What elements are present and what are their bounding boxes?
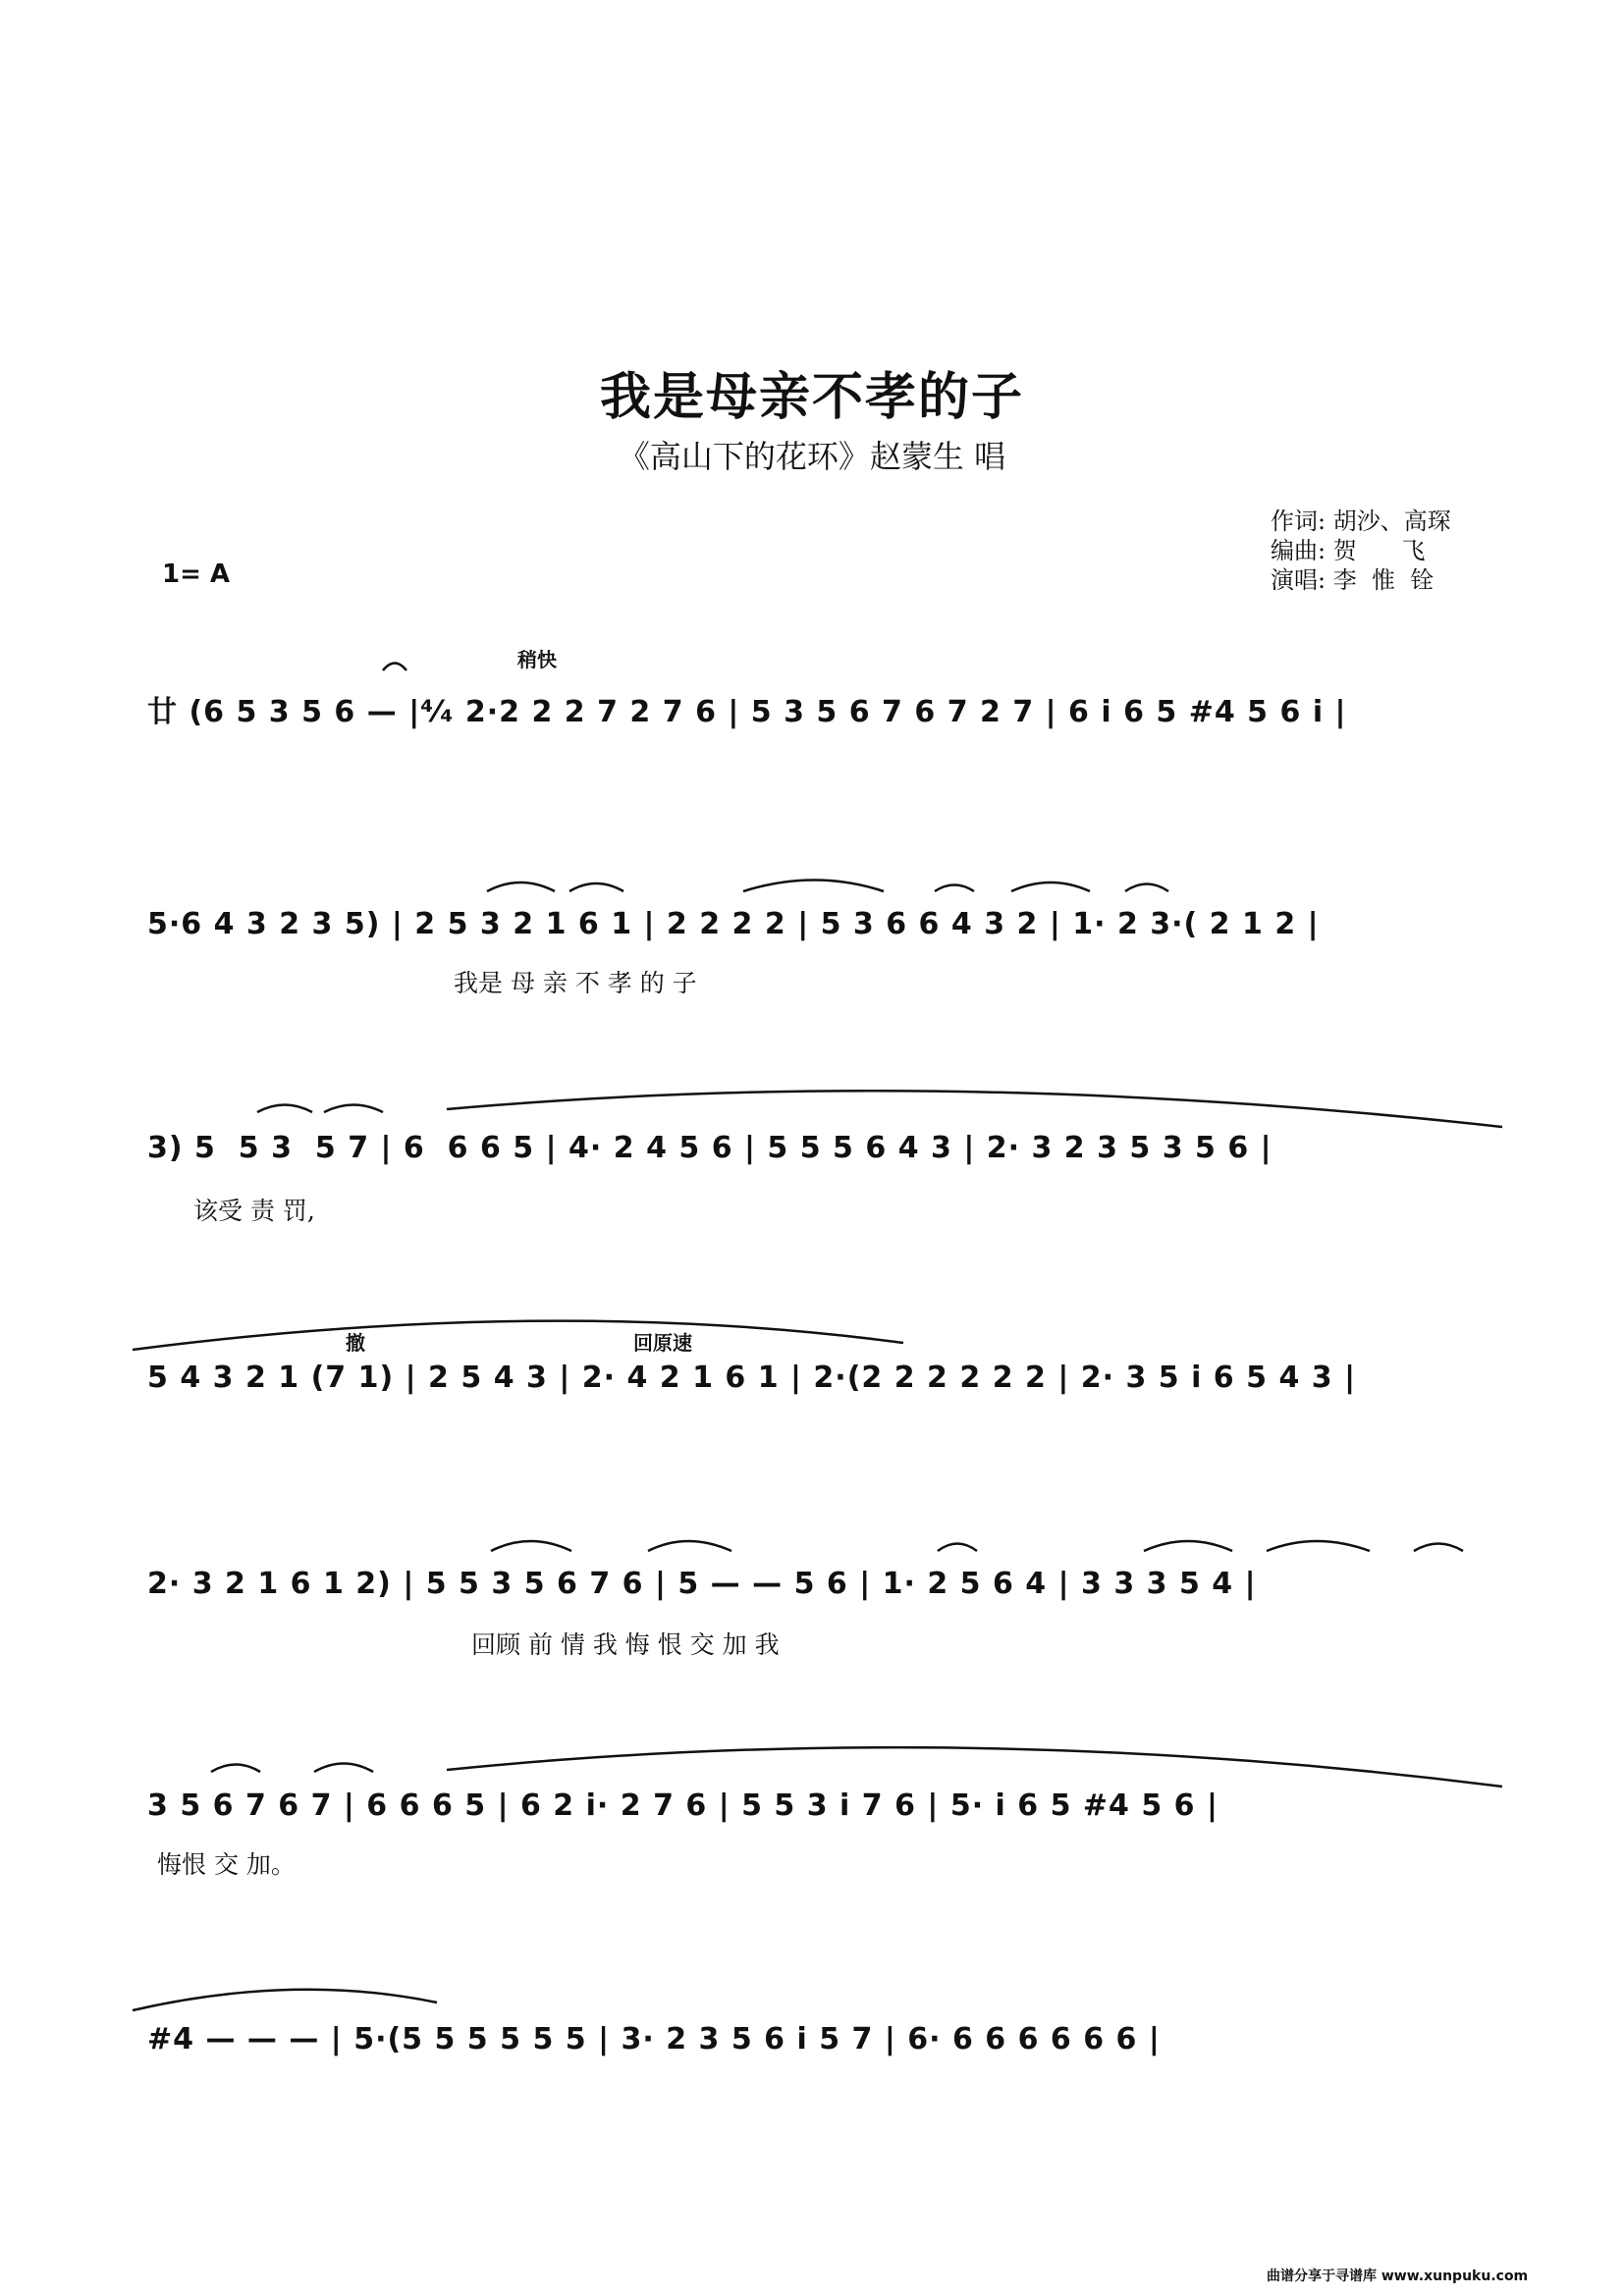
slur [935, 885, 974, 892]
score-subtitle: 《高山下的花环》赵蒙生 唱 [618, 438, 1006, 475]
slur [491, 1541, 571, 1551]
slur [648, 1541, 731, 1551]
footer-watermark: 曲谱分享于寻谱库 www.xunpuku.com [1267, 2269, 1529, 2284]
key-signature: 1= A [162, 560, 231, 589]
slur [211, 1765, 260, 1773]
lyrics-row-5: 回顾 前 情 我 悔 恨 交 加 我 [471, 1630, 780, 1659]
lyrics-row-3: 该受 责 罚, [193, 1197, 315, 1225]
slur [1267, 1541, 1370, 1551]
slur-long [447, 1747, 1502, 1787]
slur [1414, 1544, 1463, 1552]
slur [324, 1105, 383, 1113]
score-title: 我是母亲不孝的子 [599, 368, 1024, 427]
slur [1125, 884, 1168, 892]
slur [257, 1105, 312, 1113]
lyricist-credit: 作词: 胡沙、高琛 [1271, 507, 1451, 535]
fermata-icon [383, 664, 406, 671]
arranger-credit: 编曲: 贺 飞 [1271, 537, 1426, 564]
lyrics-row-2: 我是 母 亲 不 孝 的 子 [454, 969, 697, 997]
tempo-mark-a-tempo: 回原速 [633, 1331, 692, 1355]
slur [1011, 882, 1090, 891]
slur [314, 1764, 373, 1773]
slur-long [133, 1321, 903, 1350]
slur [938, 1544, 977, 1552]
staff-row-5: 2· 3 2 1 6 1 2) | 5 5 3 5 6 7 6 | 5 — — 5 6 | 1· 2 5 6 4 | 3 3 3 5 4 | [147, 1567, 1257, 1601]
tempo-mark-rit: 撤 [346, 1331, 365, 1355]
staff-row-6: 3 5 6 7 6 7 | 6 6 6 5 | 6 2 i· 2 7 6 | 5 5 3 i 7 6 | 5· i 6 5 #4 5 6 | [147, 1789, 1218, 1823]
staff-row-1: 廿 (6 5 3 5 6 — |⁴⁄₄ 2·2 2 2 7 2 7 6 | 5 3 5 6 7 6 7 2 7 | 6 i 6 5 #4 5 6 i | [147, 695, 1347, 729]
slur [1144, 1541, 1232, 1551]
lyrics-row-6: 悔恨 交 加。 [157, 1850, 296, 1879]
tempo-mark-slightly-fast: 稍快 [517, 648, 557, 671]
slur-long [133, 1990, 437, 2010]
slur [487, 882, 555, 891]
staff-row-7: #4 — — — | 5·(5 5 5 5 5 5 | 3· 2 3 5 6 i 5 7 | 6· 6 6 6 6 6 6 | [147, 2022, 1161, 2056]
staff-row-3: 3) 5 5 3 5 7 | 6 6 6 5 | 4· 2 4 5 6 | 5 5 5 6 4 3 | 2· 3 2 3 5 3 5 6 | [147, 1131, 1272, 1165]
staff-row-2: 5·6 4 3 2 3 5) | 2 5 3 2 1 6 1 | 2 2 2 2 | 5 3 6 6 4 3 2 | 1· 2 3·( 2 1 2 | [147, 907, 1320, 941]
staff-row-4: 5 4 3 2 1 (7 1) | 2 5 4 3 | 2· 4 2 1 6 1 | 2·(2 2 2 2 2 2 | 2· 3 5 i 6 5 4 3 | [147, 1361, 1357, 1395]
slur-long [447, 1091, 1502, 1127]
singer-credit: 演唱: 李 惟 铨 [1271, 566, 1435, 594]
slur [743, 881, 884, 892]
slur [569, 883, 623, 891]
